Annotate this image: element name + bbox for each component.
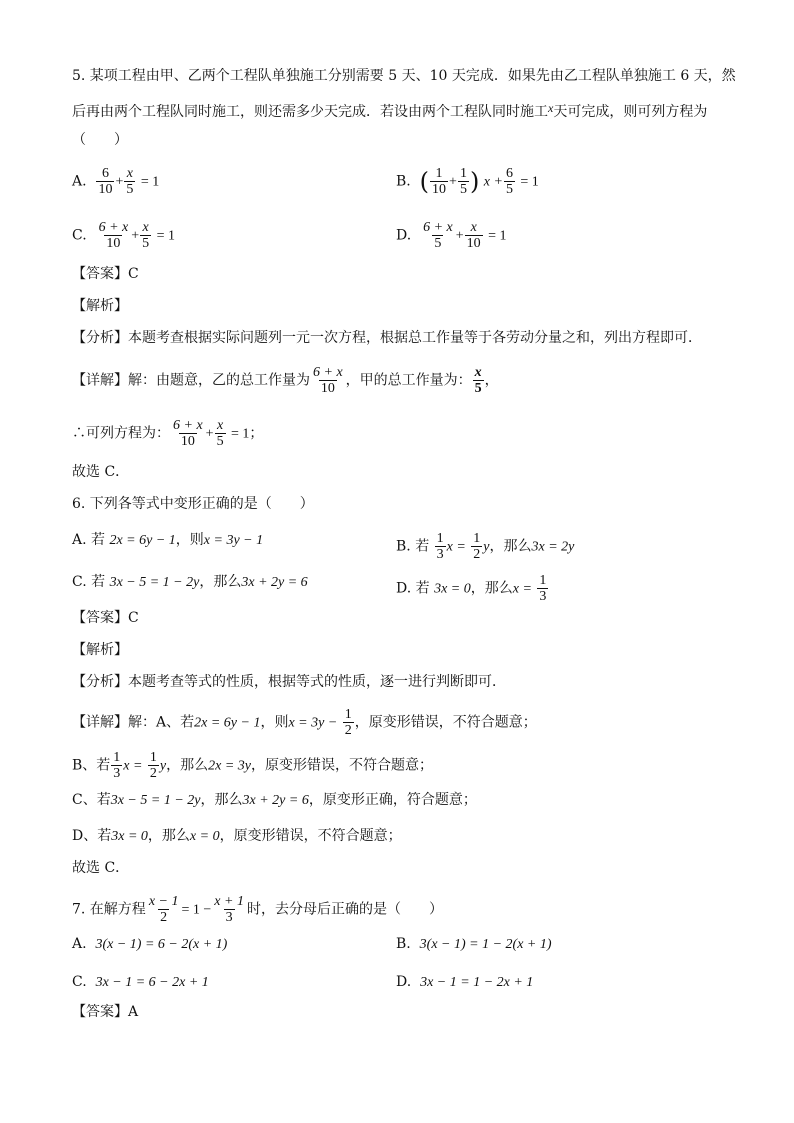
q5-choose: 故选 C．: [72, 464, 130, 480]
q5-answer: 【答案】C: [72, 266, 139, 282]
q5-equation: ∴可列方程为： $\frac{6 + x}{10}$ + $\frac{x}{5}$ = 1；: [72, 418, 264, 449]
q5-option-c: C. $\frac{6 + x}{10}$ + $\frac{x}{5}$ = 1: [72, 220, 176, 251]
q5-detail: 【详解】解：由题意，乙的总工作量为 $\frac{6 + x}{10}$ ，甲的总工作量为： $\frac{x}{5}$ ，: [72, 365, 499, 396]
q5-option-a: A. $\frac{6}{10}$ + $\frac{x}{5}$ = 1: [72, 166, 160, 197]
q6-option-b: B. 若 $\frac{1}{3}$ x = $\frac{1}{2}$ y，那么3x = 2y: [396, 531, 575, 562]
q6-detail-a: 【详解】解：A、若2x = 6y − 1，则x = 3y − $\frac{1}{2}$ ，原变形错误，不符合题意；: [72, 707, 537, 738]
q6-detail-c: C、若3x − 5 = 1 − 2y，那么3x + 2y = 6，原变形正确，符合题意；: [72, 792, 477, 808]
q5-fenxi: 【分析】本题考查根据实际问题列一元一次方程，根据总工作量等于各劳动分量之和，列出方程即可．: [72, 330, 702, 346]
q7-option-b: B. 3(x − 1) = 1 − 2(x + 1): [396, 936, 552, 952]
q5-stem-line2: 后再由两个工程队同时施工，则还需多少天完成．若设由两个工程队同时施工x天可完成，则可列方程为: [72, 101, 708, 120]
q5-paren: （ ）: [72, 132, 128, 148]
q5-option-d: D. $\frac{6 + x}{5}$ + $\frac{x}{10}$ = 1: [396, 220, 507, 251]
q6-option-c: C. 若 3x − 5 = 1 − 2y，那么3x + 2y = 6: [72, 574, 308, 590]
q6-choose: 故选 C．: [72, 860, 130, 876]
q7-option-c: C. 3x − 1 = 6 − 2x + 1: [72, 974, 209, 990]
q5-jiexi: 【解析】: [72, 298, 128, 314]
q6-fenxi: 【分析】本题考查等式的性质，根据等式的性质，逐一进行判断即可．: [72, 674, 506, 690]
q7-stem: 7. 在解方程 $\frac{x - 1}{2}$ = 1 − $\frac{x + 1}{3}$ 时，去分母后正确的是（ ）: [72, 894, 443, 925]
q7-option-a: A. 3(x − 1) = 6 − 2(x + 1): [72, 936, 228, 952]
q7-option-d: D. 3x − 1 = 1 − 2x + 1: [396, 974, 534, 990]
q6-answer: 【答案】C: [72, 610, 139, 626]
q5-option-b: B. ( $\frac{1}{10}$ + $\frac{1}{5}$ ) x + $\frac{6}{5}$ = 1: [396, 166, 539, 197]
q6-option-d: D. 若 3x = 0，那么x = $\frac{1}{3}$: [396, 573, 547, 604]
q6-detail-b: B、若 $\frac{1}{3}$ x = $\frac{1}{2}$ y，那么2x = 3y，原变形错误，不符合题意；: [72, 750, 434, 781]
q6-stem: 6. 下列各等式中变形正确的是（ ）: [72, 496, 314, 512]
q6-detail-d: D、若3x = 0，那么x = 0，原变形错误，不符合题意；: [72, 828, 402, 844]
q6-option-a: A. 若 2x = 6y − 1，则x = 3y − 1: [72, 532, 264, 548]
q5-stem-line1: 5. 某项工程由甲、乙两个工程队单独施工分别需要 5 天、10 天完成．如果先由乙工程队单独施工 6 天，然: [72, 68, 736, 84]
q6-jiexi: 【解析】: [72, 642, 128, 658]
q7-answer: 【答案】A: [72, 1004, 139, 1020]
